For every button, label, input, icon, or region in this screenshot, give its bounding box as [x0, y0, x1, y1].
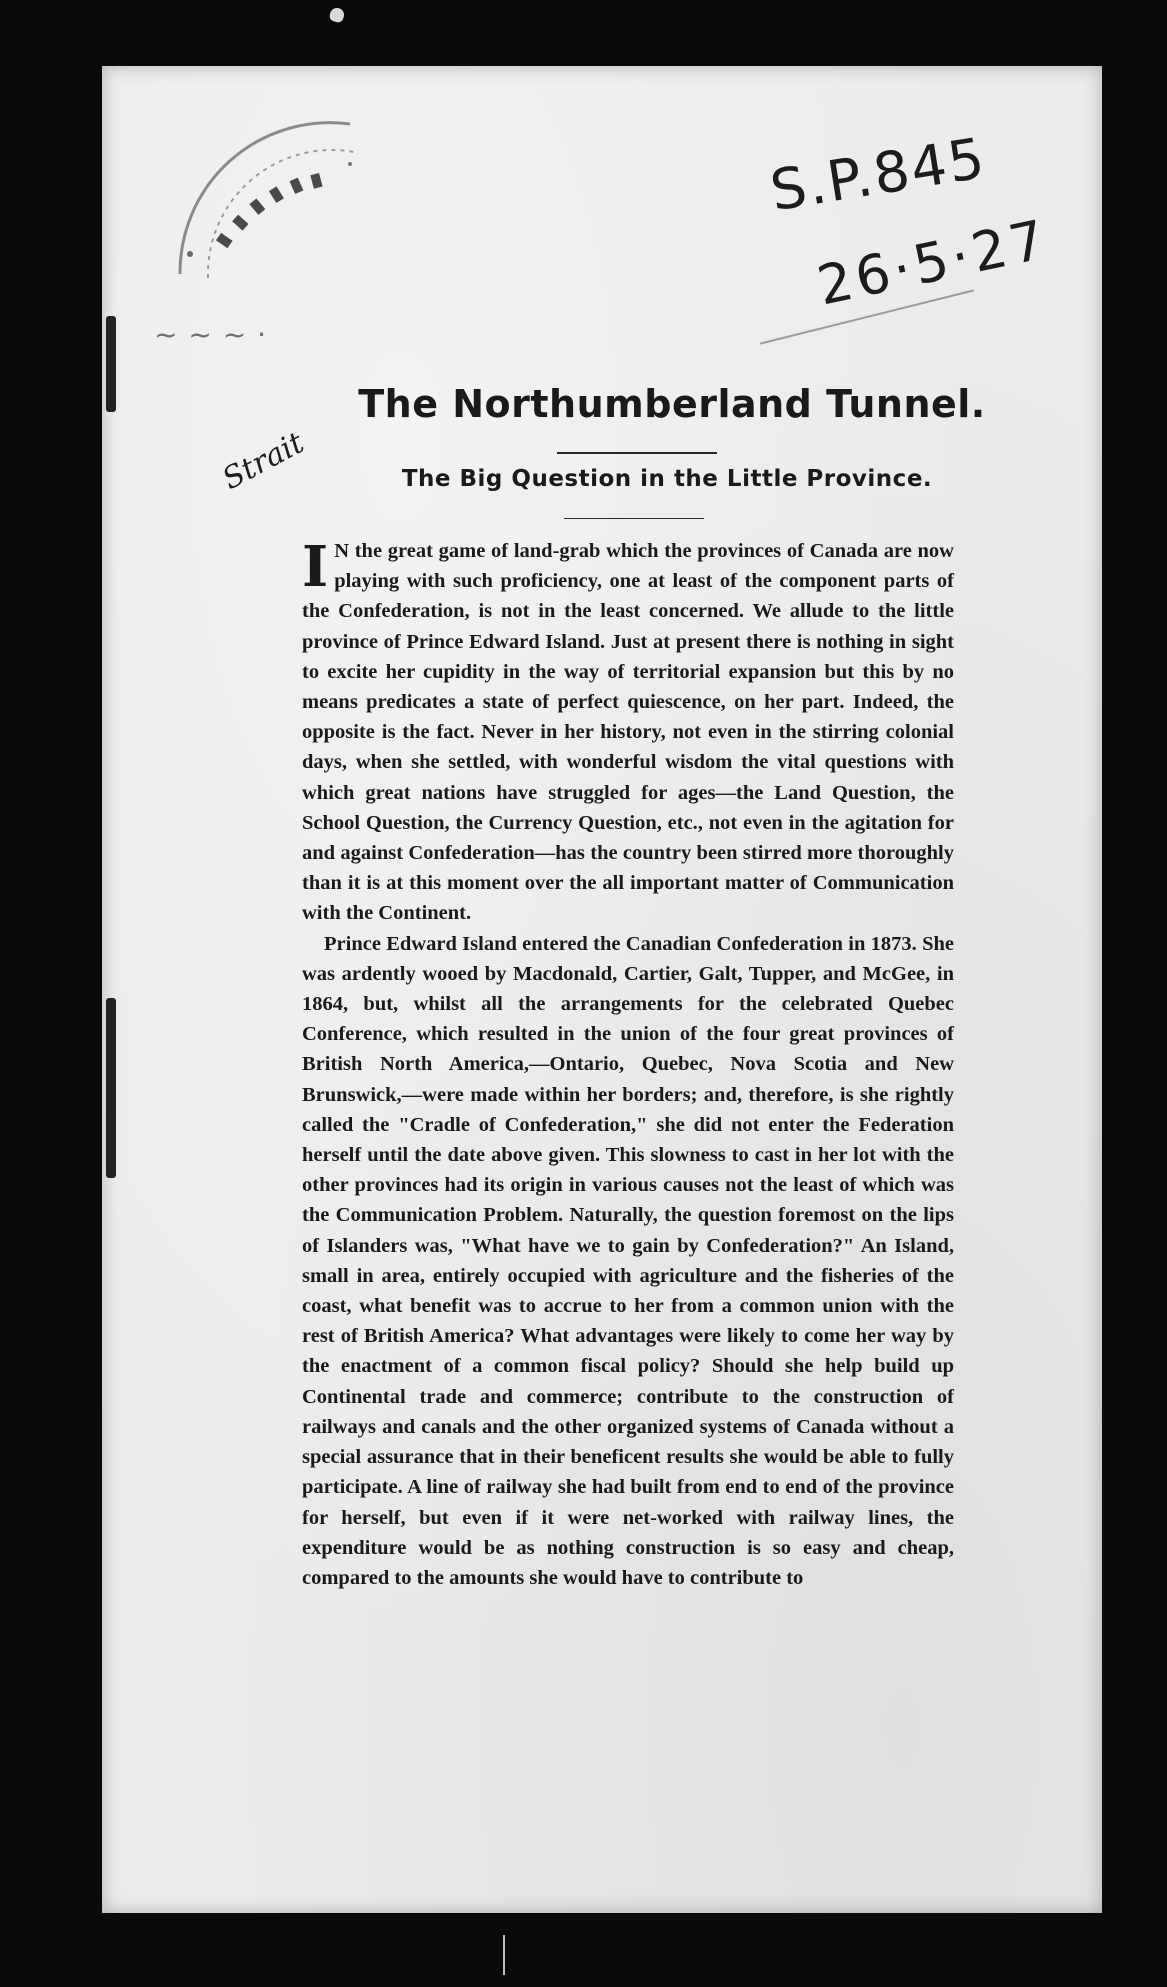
- drop-cap: I: [302, 534, 329, 600]
- document-body: [302, 536, 954, 1593]
- call-number-handwriting: S.P.845: [766, 126, 991, 225]
- background-speck: [328, 6, 346, 24]
- paragraph-1-text: N the great game of land-grab which the provinces of Canada are now playing with such proficiency, one at least of the component parts of the Confederation, is not in the least concerned. We allude to the little province of Prince Edward Island. Just at present there is nothing in sight to excite her cupidity in the way of territorial expansion but this by no means predicates a state of perfect quiescence, on her part. Indeed, the opposite is the fact. Never in her history, not even in the stirring colonial days, when she settled, with wonderful wisdom the vital questions with which great nations have struggled for ages—the Land Question, the School Question, the Currency Question, etc., not even in the agitation for and against Confederation—has the country been stirred more thoroughly than it is at this moment over the all important matter of Communication with the Continent.: [302, 540, 954, 925]
- margin-scribble: ~ ~ ~ ·: [154, 318, 267, 351]
- document-subtitle: The Big Question in the Little Province.: [401, 466, 933, 492]
- library-stamp-icon: [150, 104, 380, 294]
- title-rule: [557, 452, 717, 454]
- subtitle-rule: [564, 518, 704, 519]
- paragraph-2: Prince Edward Island entered the Canadian Confederation in 1873. She was ardently wooed by Macdonald, Cartier, Galt, Tupper, and McGee, in 1864, but, whilst all the arrangements for the celebrated Quebec Conference, which resulted in the union of the four great provinces of British North America,—Ontario, Quebec, Nova Scotia and New Brunswick,—were made within her borders; and, therefore, is she rightly called the "Cradle of Confederation," she did not enter the Federation herself until the date above given. This slowness to cast in her lot with the other provinces had its origin in various causes not the least of which was the Communication Problem. Naturally, the question foremost on the lips of Islanders was, "What have we to gain by Confederation?" An Island, small in area, entirely occupied with agriculture and the fisheries of the coast, what benefit was to accrue to her from a common union with the rest of British America? What advantages were likely to come her way by the enactment of a common fiscal policy? Should she help build up Continental trade and commerce; contribute to the construction of railways and canals and the other organized systems of Canada without a special assurance that in their beneficent results she would be able to fully participate. A line of railway she had built from end to end of the province for herself, but even if it were net-worked with railway lines, the expenditure would be as nothing construction is so easy and cheap, compared to the amounts she would have to contribute to: [302, 932, 954, 1589]
- background-speck: [503, 1935, 505, 1975]
- document-title: The Northumberland Tunnel.: [358, 382, 986, 426]
- scanned-page: [102, 66, 1102, 1913]
- paragraph-1: [302, 536, 954, 929]
- date-handwriting: 26·5·27: [812, 207, 1055, 318]
- page-edge-mark: [106, 316, 116, 412]
- page-edge-mark: [106, 998, 116, 1178]
- handwritten-margin-note: Strait: [217, 425, 310, 497]
